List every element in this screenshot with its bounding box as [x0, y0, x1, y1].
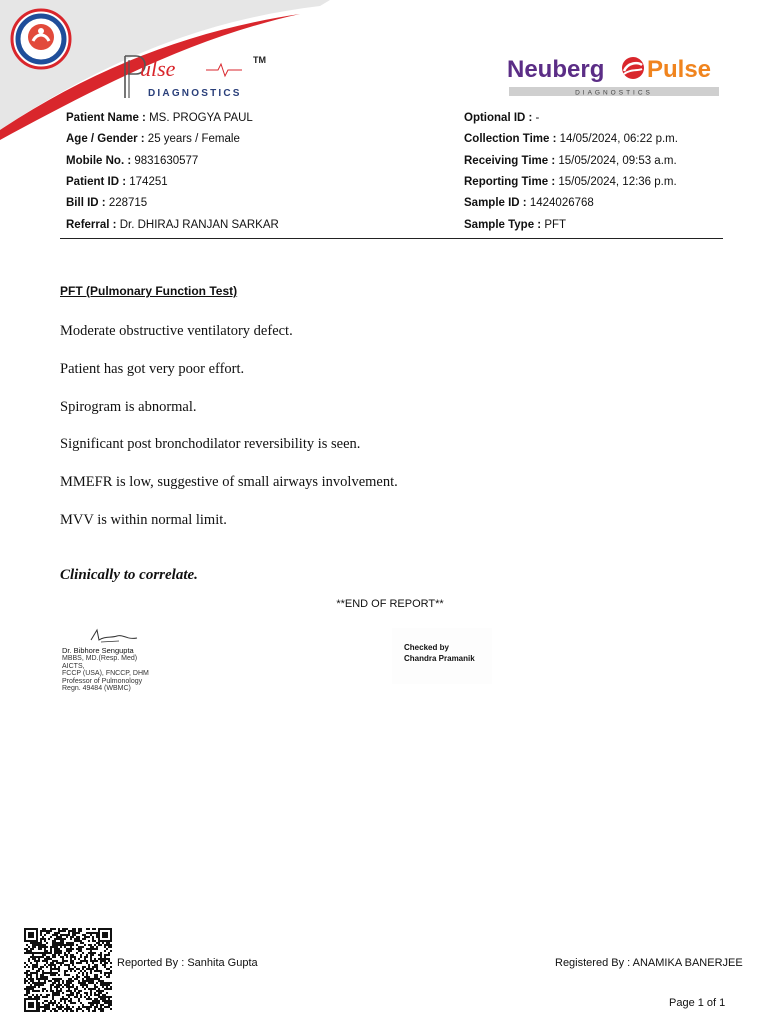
label: Sample ID :	[464, 197, 527, 209]
doctor-qualification: FCCP (USA), FNCCP, DHM	[62, 670, 149, 677]
neuberg-pulse-logo	[505, 52, 730, 100]
signature-scribble-icon	[87, 626, 147, 646]
optional-id-row	[464, 111, 539, 125]
doctor-signature-block	[62, 626, 157, 692]
checked-by-name: Chandra Pramanik	[404, 654, 475, 663]
report-title: PFT (Pulmonary Function Test)	[60, 284, 238, 298]
neuberg-brand-text: Neuberg	[507, 56, 605, 83]
label: Receiving Time :	[464, 155, 556, 167]
label: Optional ID :	[464, 112, 533, 124]
label: Patient Name :	[66, 112, 146, 124]
registered-by: Registered By : ANAMIKA BANERJEE	[555, 957, 743, 969]
value: Dr. DHIRAJ RANJAN SARKAR	[116, 219, 279, 231]
reporting-time-row	[464, 175, 677, 189]
label: Referral :	[66, 219, 117, 231]
neuberg-sub-text: DIAGNOSTICS	[575, 89, 653, 97]
value: 14/05/2024, 06:22 p.m.	[556, 133, 678, 145]
patient-name-row	[66, 111, 253, 125]
value: 174251	[126, 176, 168, 188]
nabh-badge-icon	[10, 8, 72, 70]
bill-id-row	[66, 196, 147, 210]
end-of-report: **END OF REPORT**	[336, 598, 444, 610]
label: Reporting Time :	[464, 176, 556, 188]
checked-by-label: Checked by	[404, 643, 449, 652]
finding-line: Significant post bronchodilator reversibility is seen.	[60, 436, 361, 452]
value: 228715	[105, 197, 148, 209]
doctor-name: Dr. Bibhore Sengupta	[62, 646, 134, 655]
value: MS. PROGYA PAUL	[145, 112, 253, 124]
receiving-time-row	[464, 154, 677, 168]
label: Collection Time :	[464, 133, 557, 145]
doctor-qualification: Regn. 49484 (WBMC)	[62, 685, 131, 692]
value: -	[532, 112, 540, 124]
value: 25 years / Female	[144, 133, 240, 145]
value: 9831630577	[131, 155, 199, 167]
label: Sample Type :	[464, 219, 542, 231]
value: 15/05/2024, 09:53 a.m.	[555, 155, 677, 167]
label: Patient ID :	[66, 176, 127, 188]
collection-time-row	[464, 132, 678, 146]
checked-by-block	[392, 628, 492, 684]
doctor-qualification: MBBS, MD.(Resp. Med) AICTS,	[62, 655, 138, 670]
sample-type-row	[464, 218, 566, 232]
pulse-sub-text: DIAGNOSTICS	[148, 88, 242, 99]
age-gender-row	[66, 132, 240, 146]
header-divider	[60, 238, 723, 239]
finding-line: Moderate obstructive ventilatory defect.	[60, 323, 293, 339]
finding-line: MVV is within normal limit.	[60, 512, 227, 528]
pulse-diagnostics-logo	[122, 52, 267, 104]
value: PFT	[541, 219, 567, 231]
neuberg-pulse-text: Pulse	[647, 56, 712, 83]
referral-row	[66, 218, 279, 232]
finding-line: MMEFR is low, suggestive of small airways involvement.	[60, 474, 398, 490]
qr-code-icon	[24, 928, 112, 1012]
label: Bill ID :	[66, 197, 106, 209]
sample-id-row	[464, 196, 594, 210]
value: 15/05/2024, 12:36 p.m.	[555, 176, 677, 188]
clinical-note: Clinically to correlate.	[60, 567, 198, 583]
pulse-brand-text: ulse	[140, 56, 176, 81]
label: Age / Gender :	[66, 133, 145, 145]
doctor-qualification: Professor of Pulmonology	[62, 677, 143, 685]
page-number: Page 1 of 1	[669, 997, 726, 1009]
mobile-row	[66, 154, 198, 168]
value: 1424026768	[526, 197, 594, 209]
patient-id-row	[66, 175, 168, 189]
finding-line: Patient has got very poor effort.	[60, 361, 245, 377]
label: Mobile No. :	[66, 155, 132, 167]
nabh-text: NABH	[32, 54, 50, 60]
trademark-mark: TM	[253, 55, 266, 65]
reported-by: Reported By : Sanhita Gupta	[117, 957, 258, 969]
finding-line: Spirogram is abnormal.	[60, 399, 197, 415]
